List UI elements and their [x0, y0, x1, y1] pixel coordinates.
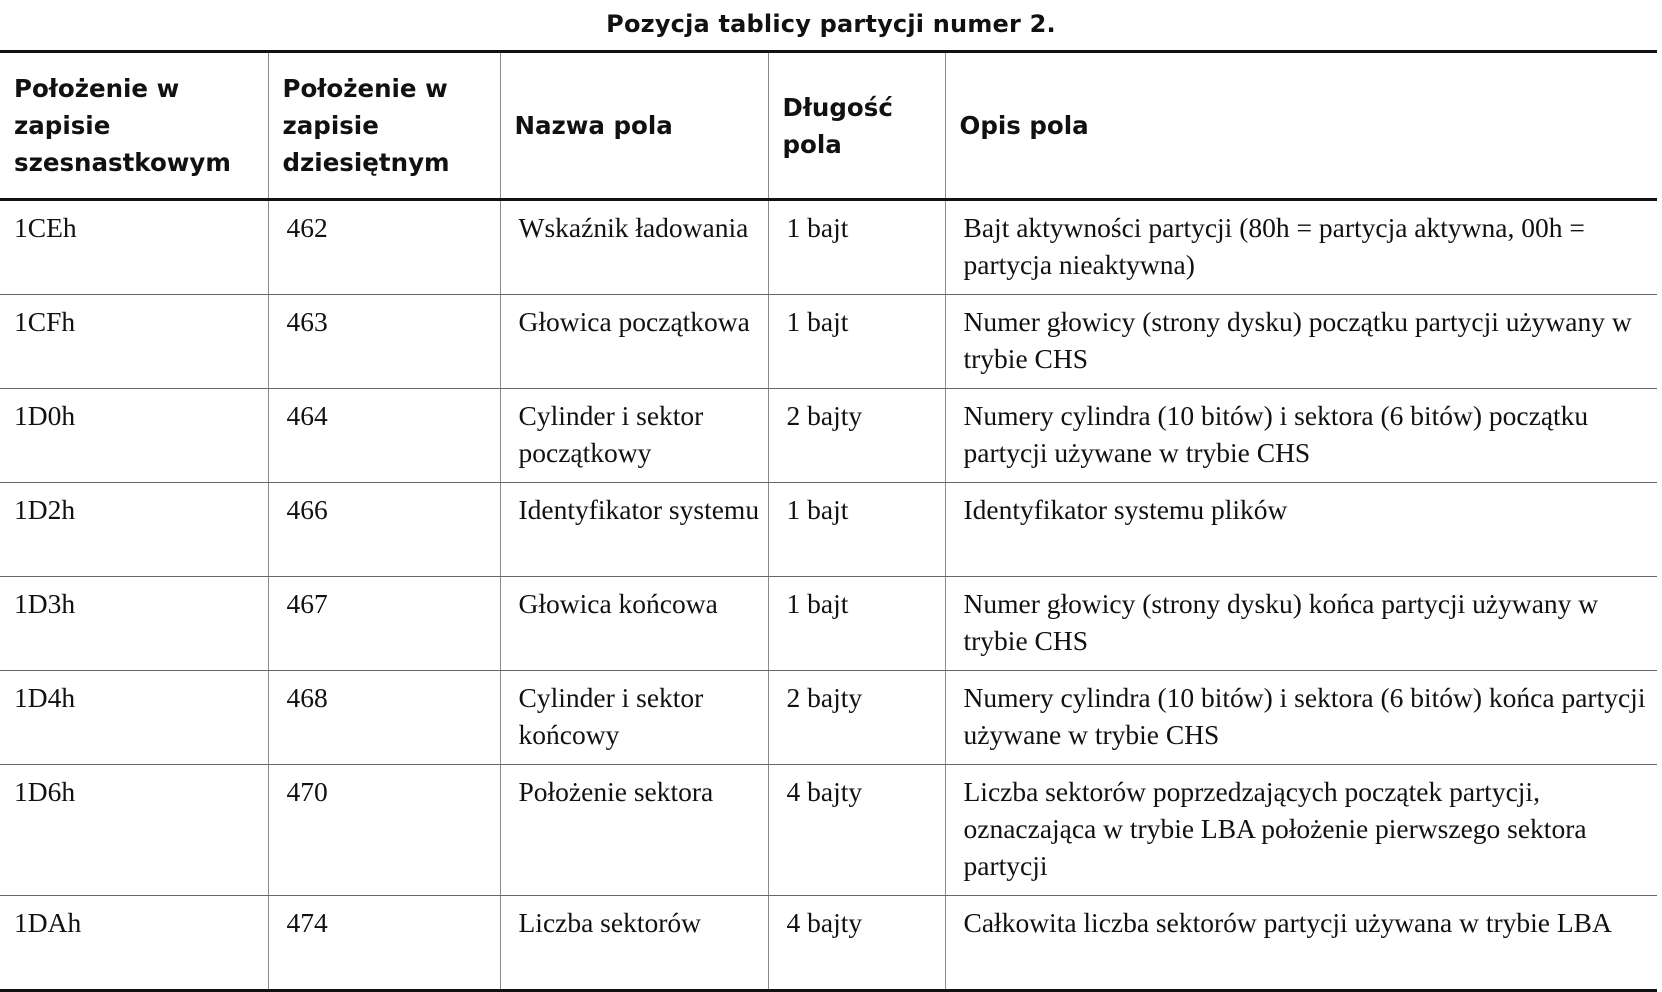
cell-field-description: Liczba sektorów poprzedzających początek partycji, oznaczająca w trybie LBA położenie pierwszego sektora partycji — [945, 765, 1657, 896]
table-row — [0, 896, 1657, 991]
cell-hex-offset: 1CFh — [0, 295, 268, 389]
header-hex-offset: Położenie w zapisie szesnastkowym — [0, 52, 268, 200]
cell-field-length: 2 bajty — [768, 389, 945, 483]
cell-hex-offset: 1D3h — [0, 577, 268, 671]
cell-field-description: Numery cylindra (10 bitów) i sektora (6 bitów) końca partycji używane w trybie CHS — [945, 671, 1657, 765]
header-field-name: Nazwa pola — [500, 52, 768, 200]
cell-field-description: Identyfikator systemu plików — [945, 483, 1657, 577]
cell-field-name: Identyfikator systemu — [500, 483, 768, 577]
cell-field-length: 4 bajty — [768, 765, 945, 896]
table-row — [0, 671, 1657, 765]
cell-hex-offset: 1D2h — [0, 483, 268, 577]
cell-dec-offset: 474 — [268, 896, 500, 991]
cell-field-description: Numer głowicy (strony dysku) początku partycji używany w trybie CHS — [945, 295, 1657, 389]
cell-field-name: Głowica końcowa — [500, 577, 768, 671]
cell-field-name: Liczba sektorów — [500, 896, 768, 991]
table-row — [0, 389, 1657, 483]
cell-hex-offset: 1D0h — [0, 389, 268, 483]
cell-dec-offset: 468 — [268, 671, 500, 765]
table-row — [0, 295, 1657, 389]
table-row — [0, 200, 1657, 295]
table-row — [0, 765, 1657, 896]
cell-dec-offset: 464 — [268, 389, 500, 483]
cell-field-name: Głowica początkowa — [500, 295, 768, 389]
table-header-row — [0, 52, 1657, 200]
cell-field-name: Wskaźnik ładowania — [500, 200, 768, 295]
cell-dec-offset: 467 — [268, 577, 500, 671]
cell-hex-offset: 1DAh — [0, 896, 268, 991]
cell-field-length: 4 bajty — [768, 896, 945, 991]
cell-field-length: 1 bajt — [768, 483, 945, 577]
cell-field-length: 2 bajty — [768, 671, 945, 765]
cell-field-description: Całkowita liczba sektorów partycji używana w trybie LBA — [945, 896, 1657, 991]
cell-hex-offset: 1D4h — [0, 671, 268, 765]
cell-hex-offset: 1CEh — [0, 200, 268, 295]
header-field-length: Długość pola — [768, 52, 945, 200]
partition-table — [0, 50, 1657, 992]
table-row — [0, 483, 1657, 577]
cell-field-length: 1 bajt — [768, 577, 945, 671]
cell-hex-offset: 1D6h — [0, 765, 268, 896]
cell-field-description: Numer głowicy (strony dysku) końca partycji używany w trybie CHS — [945, 577, 1657, 671]
cell-field-description: Numery cylindra (10 bitów) i sektora (6 bitów) początku partycji używane w trybie CHS — [945, 389, 1657, 483]
cell-field-length: 1 bajt — [768, 200, 945, 295]
cell-dec-offset: 462 — [268, 200, 500, 295]
cell-field-name: Cylinder i sektor końcowy — [500, 671, 768, 765]
table-row — [0, 577, 1657, 671]
cell-field-length: 1 bajt — [768, 295, 945, 389]
cell-field-name: Cylinder i sektor początkowy — [500, 389, 768, 483]
header-dec-offset: Położenie w zapisie dziesiętnym — [268, 52, 500, 200]
cell-field-description: Bajt aktywności partycji (80h = partycja aktywna, 00h = partycja nieaktywna) — [945, 200, 1657, 295]
cell-dec-offset: 470 — [268, 765, 500, 896]
cell-dec-offset: 463 — [268, 295, 500, 389]
cell-dec-offset: 466 — [268, 483, 500, 577]
header-field-description: Opis pola — [945, 52, 1657, 200]
table-caption: Pozycja tablicy partycji numer 2. — [606, 10, 1056, 38]
cell-field-name: Położenie sektora — [500, 765, 768, 896]
